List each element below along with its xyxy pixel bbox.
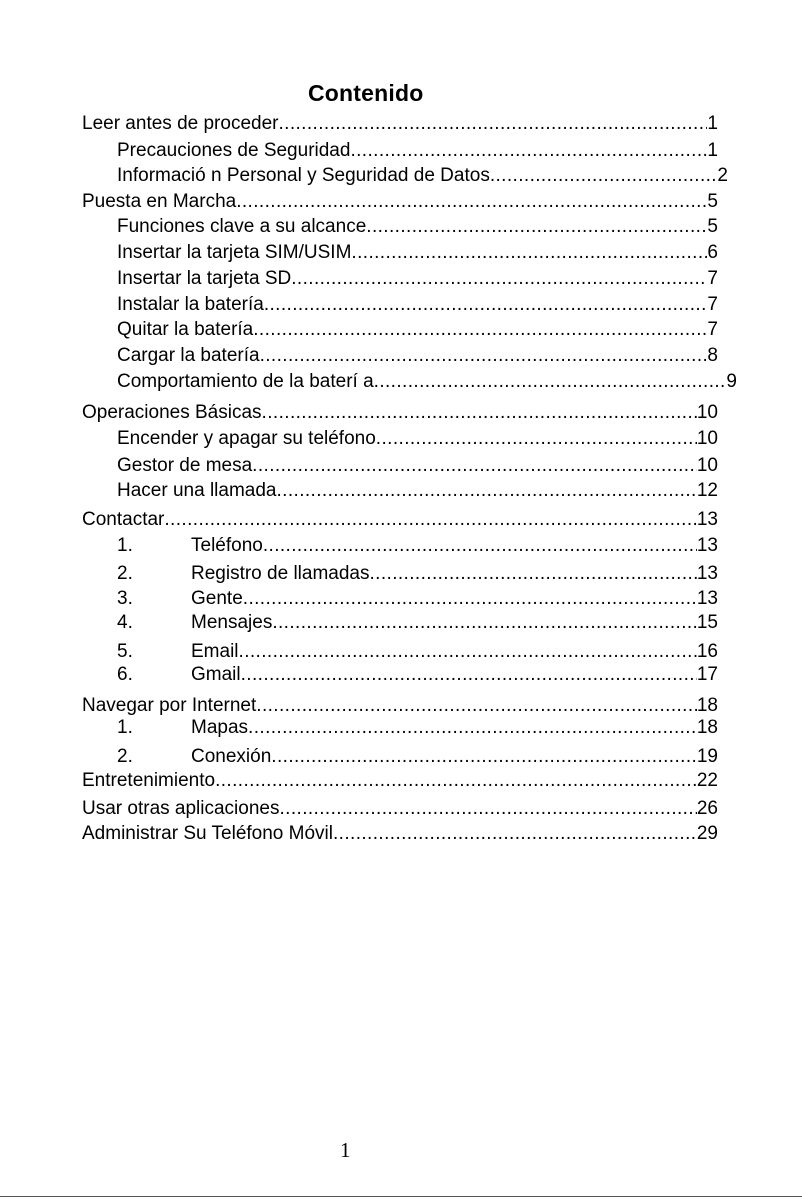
toc-entry-label: Cargar la batería xyxy=(117,345,260,366)
toc-entry xyxy=(117,453,718,478)
toc-entry xyxy=(82,189,718,214)
toc-entry-page: 13 xyxy=(696,588,718,609)
toc-leader-dots xyxy=(248,715,697,740)
toc-entry xyxy=(82,111,718,136)
toc-entry-page: 7 xyxy=(707,319,718,340)
toc-entry-label: Mapas xyxy=(191,717,249,738)
toc-entry-page: 13 xyxy=(696,563,718,584)
toc-entry-page: 22 xyxy=(696,770,718,791)
toc-entry-page: 10 xyxy=(696,402,718,423)
toc-entry xyxy=(117,317,718,342)
toc-entry-label: Instalar la batería xyxy=(117,294,264,315)
toc-entry-label: Navegar por Internet xyxy=(82,695,257,716)
toc-entry-page: 5 xyxy=(707,191,718,212)
toc-entry-label: Insertar la tarjeta SIM/USIM xyxy=(117,242,352,263)
toc-entry-number: 3. xyxy=(117,588,133,609)
toc-entry xyxy=(117,478,718,503)
toc-leader-dots xyxy=(243,586,697,611)
toc-entry-label: Comportamiento de la baterí a xyxy=(117,371,374,392)
toc-entry-page: 10 xyxy=(696,455,718,476)
toc-entry-label: Insertar la tarjeta SD xyxy=(117,268,292,289)
toc-entry xyxy=(82,768,718,793)
toc-entry-number: 2. xyxy=(117,746,133,767)
toc-entry-number: 1. xyxy=(117,717,133,738)
toc-leader-dots xyxy=(164,507,696,532)
toc-entry-label: Operaciones Básicas xyxy=(82,402,262,423)
toc-leader-dots xyxy=(271,744,697,769)
toc-entry-label: Hacer una llamada xyxy=(117,480,277,501)
toc-entry-page: 16 xyxy=(696,641,718,662)
toc-entry-page: 1 xyxy=(707,113,718,134)
toc-leader-dots xyxy=(215,768,697,793)
toc-entry-page: 17 xyxy=(696,664,718,685)
toc-entry xyxy=(117,639,718,664)
toc-leader-dots xyxy=(333,821,697,846)
toc-entry-page: 7 xyxy=(707,294,718,315)
toc-entry-page: 19 xyxy=(696,746,718,767)
toc-leader-dots xyxy=(264,292,708,317)
toc-entry-number: 4. xyxy=(117,612,133,633)
toc-entry-page: 2 xyxy=(717,165,728,186)
toc-entry xyxy=(117,586,718,611)
toc-entry-label: Funciones clave a su alcance xyxy=(117,216,367,237)
toc-leader-dots xyxy=(351,240,707,265)
toc-entry-page: 13 xyxy=(696,509,718,530)
toc-entry-label: Leer antes de proceder xyxy=(82,113,279,134)
toc-entry-page: 9 xyxy=(726,371,737,392)
toc-leader-dots xyxy=(291,266,707,291)
toc-entry-label: Contactar xyxy=(82,509,165,530)
toc-entry xyxy=(117,610,718,635)
toc-entry xyxy=(117,533,718,558)
toc-leader-dots xyxy=(239,639,697,664)
toc-entry-page: 15 xyxy=(696,612,718,633)
toc-entry-page: 7 xyxy=(707,268,718,289)
toc-leader-dots xyxy=(276,478,696,503)
toc-entry-page: 8 xyxy=(707,345,718,366)
toc-leader-dots xyxy=(369,561,696,586)
toc-entry-page: 5 xyxy=(707,216,718,237)
toc-entry-label: Quitar la batería xyxy=(117,319,254,340)
toc-entry xyxy=(82,796,718,821)
toc-leader-dots xyxy=(253,317,707,342)
toc-entry xyxy=(117,744,718,769)
toc-leader-dots xyxy=(278,111,707,136)
toc-entry-page: 10 xyxy=(696,428,718,449)
toc-entry xyxy=(117,266,718,291)
toc-entry-label: Gente xyxy=(191,588,243,609)
toc-entry xyxy=(117,662,718,687)
toc-leader-dots xyxy=(272,610,697,635)
toc-entry-page: 29 xyxy=(696,823,718,844)
footer-page-number: 1 xyxy=(340,1138,351,1162)
toc-entry-label: Conexión xyxy=(191,746,272,767)
toc-entry-page: 18 xyxy=(696,717,718,738)
toc-entry-page: 6 xyxy=(707,242,718,263)
toc-leader-dots xyxy=(350,138,707,163)
toc-entry xyxy=(117,163,728,188)
toc-entry xyxy=(117,214,718,239)
toc-entry xyxy=(117,715,718,740)
toc-entry xyxy=(117,561,718,586)
toc-entry-label: Mensajes xyxy=(191,612,273,633)
toc-leader-dots xyxy=(241,662,697,687)
toc-entry-label: Usar otras aplicaciones xyxy=(82,798,280,819)
toc-leader-dots xyxy=(366,214,707,239)
toc-entry-label: Puesta en Marcha xyxy=(82,191,237,212)
page-bottom-rule xyxy=(0,1196,802,1197)
page-title: Contenido xyxy=(308,80,424,106)
toc-entry xyxy=(117,292,718,317)
toc-entry-label: Entretenimiento xyxy=(82,770,216,791)
toc-leader-dots xyxy=(374,369,727,394)
toc-leader-dots xyxy=(279,796,696,821)
toc-entry-page: 13 xyxy=(696,535,718,556)
toc-entry-label: Informació n Personal y Seguridad de Datos xyxy=(117,165,490,186)
toc-entry-label: Registro de llamadas xyxy=(191,563,370,584)
toc-leader-dots xyxy=(262,400,697,425)
toc-entry-label: Gestor de mesa xyxy=(117,455,253,476)
toc-entry xyxy=(117,240,718,265)
toc-entry-number: 1. xyxy=(117,535,133,556)
toc-entry-page: 18 xyxy=(696,695,718,716)
toc-entry-page: 26 xyxy=(696,798,718,819)
toc-entry-page: 1 xyxy=(707,140,718,161)
toc-entry-label: Gmail xyxy=(191,664,241,685)
toc-entry xyxy=(117,138,718,163)
toc-leader-dots xyxy=(490,163,718,188)
toc-leader-dots xyxy=(260,343,708,368)
toc-entry-label: Teléfono xyxy=(191,535,263,556)
toc-entry-page: 12 xyxy=(696,480,718,501)
toc-entry xyxy=(82,400,718,425)
toc-entry-label: Email xyxy=(191,641,239,662)
toc-leader-dots xyxy=(376,426,697,451)
toc-leader-dots xyxy=(236,189,707,214)
toc-entry xyxy=(117,369,737,394)
toc-entry-number: 6. xyxy=(117,664,133,685)
toc-entry xyxy=(82,507,718,532)
toc-entry xyxy=(117,343,718,368)
toc-entry xyxy=(117,426,718,451)
toc-entry-label: Encender y apagar su teléfono xyxy=(117,428,376,449)
toc-leader-dots xyxy=(252,453,697,478)
toc-entry-label: Administrar Su Teléfono Móvil xyxy=(82,823,333,844)
toc-entry-label: Precauciones de Seguridad xyxy=(117,140,351,161)
toc-leader-dots xyxy=(263,533,697,558)
toc-entry-number: 5. xyxy=(117,641,133,662)
toc-entry-number: 2. xyxy=(117,563,133,584)
toc-entry xyxy=(82,821,718,846)
